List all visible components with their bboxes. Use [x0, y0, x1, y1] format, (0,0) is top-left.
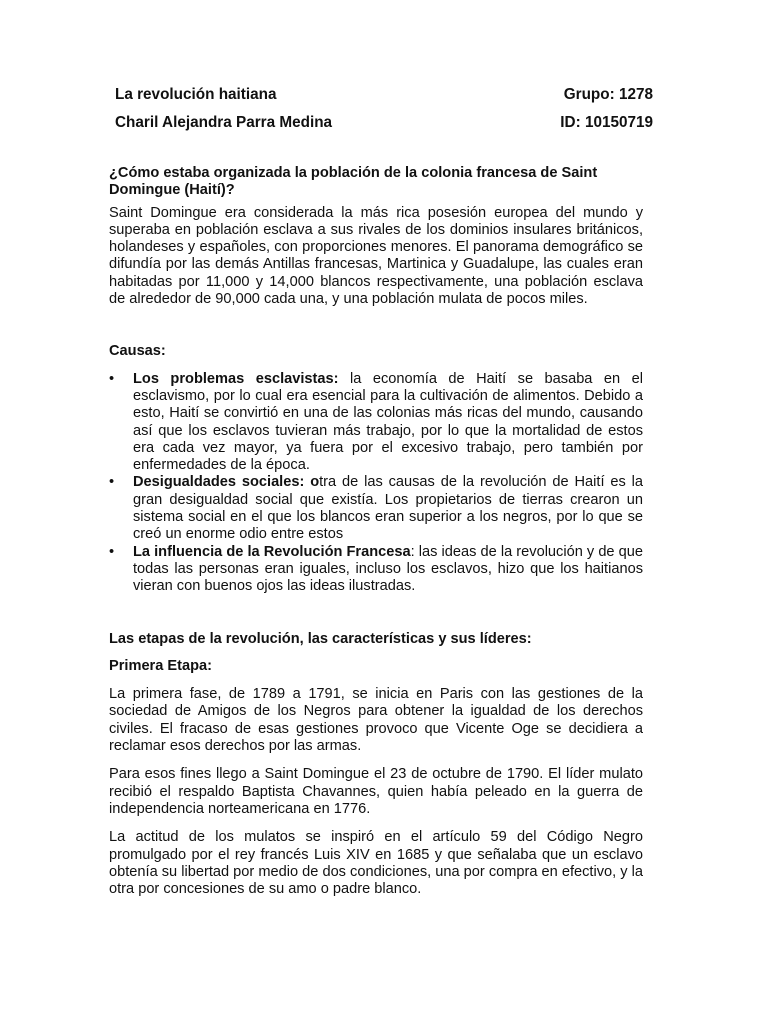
causes-heading: Causas: [109, 343, 166, 360]
cause-title: La influencia de la Revolución Francesa [133, 543, 411, 560]
cause-title: Desigualdades sociales: o [133, 474, 320, 491]
cause-item [109, 544, 643, 596]
document-body [109, 165, 643, 909]
stages-heading: Las etapas de la revolución, las características y sus líderes: [109, 630, 532, 647]
stage-paragraph: La primera fase, de 1789 a 1791, se inicia en Paris con las gestiones de la sociedad de Amigos de los Negros para obtener la igualdad de los derechos civiles. El fracaso de esas gestiones provoco que Vicente Oge se decidiera a reclamar esos derechos por las armas. [109, 686, 643, 755]
header-row-1 [115, 86, 653, 103]
causes-list [109, 371, 643, 596]
cause-item [109, 474, 643, 543]
section-question: ¿Cómo estaba organizada la población de la colonia francesa de Saint Domingue (Haití)? [109, 165, 598, 199]
cause-text: : las ideas de la revolución y de que todas las personas eran iguales, incluso los esclavos, hizo que los haitianos vieran con buenos ojos las ideas ilustradas. [133, 543, 643, 595]
cause-item [109, 371, 643, 475]
document-title: La revolución haitiana [115, 86, 277, 103]
first-stage-heading: Primera Etapa: [109, 657, 213, 674]
header-row-2 [115, 114, 653, 131]
stage-paragraph: Para esos fines llego a Saint Domingue el 23 de octubre de 1790. El líder mulato recibió el respaldo Baptista Chavannes, quien había peleado en la guerra de independencia norteamericana en 1776. [109, 766, 643, 817]
group-label: Grupo: 1278 [563, 86, 653, 103]
cause-text: la economía de Haití se basaba en el esclavismo, por lo cual era esencial para la cultivación de alimentos. Debido a esto, Haití se convirtió en una de las colonias más ricas del mundo, causando así que los esclavos tuvieran más trabajo, por lo que la mortalidad de estos era cada vez mayor, ya fuera por el excesivo trabajo, pero también por enfermedades de la época. [133, 370, 643, 474]
section-paragraph: Saint Domingue era considerada la más rica posesión europea del mundo y superaba en población esclava a sus rivales de los dominios insulares británicos, holandeses y españoles, con proporciones menores. El panorama demográfico se difundía por las demás Antillas francesas, Martinica y Guadalupe, las cuales eran habitadas por 11,000 y 14,000 blancos respectivamente, una población esclava de alrededor de 90,000 cada una, y una población mulata de pocos miles. [109, 204, 643, 308]
cause-title: Los problemas esclavistas: [133, 370, 339, 387]
cause-text: tra de las causas de la revolución de Haití es la gran desigualdad social que existía. Los propietarios de tierras crearon un sistema social en el que los blancos eran superior a los negros, por lo que se creó un enorme odio entre estos [133, 474, 643, 543]
student-id: ID: 10150719 [560, 114, 653, 131]
author-name: Charil Alejandra Parra Medina [115, 114, 333, 131]
stage-paragraph: La actitud de los mulatos se inspiró en el artículo 59 del Código Negro promulgado por el rey francés Luis XIV en 1685 y que señalaba que un esclavo obtenía su libertad por medio de dos condiciones, una por compra en efectivo, y la otra por concesiones de su amo o padre blanco. [109, 829, 643, 898]
